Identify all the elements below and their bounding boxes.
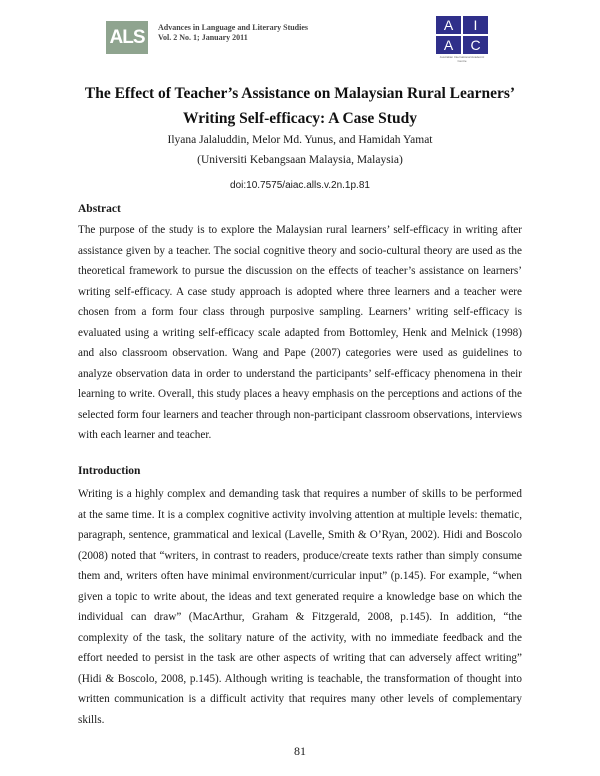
affiliation: (Universiti Kebangsaan Malaysia, Malaysia) [197,154,403,166]
aiac-letter: A [436,16,461,34]
journal-volume: Vol. 2 No. 1; January 2011 [158,33,248,42]
paper-title-line-1: The Effect of Teacher’s Assistance on Malaysian Rural Learners’ [84,85,516,102]
aiac-subtitle: Australian International Academic Centre [439,55,485,63]
abstract-heading: Abstract [78,203,121,215]
journal-name: Advances in Language and Literary Studies [158,23,309,32]
introduction-text: Writing is a highly complex and demanding task that requires a number of skills to be performed at the same time. It is a complex cognitive activity involving attention at multiple levels: thematic, paragraph, sentence, grammatical and lexical (Lavelle, Smith & O’Ryan, 2002). Hidi and Boscolo (2008) noted that “writers, in contrast to readers, produce/create texts rather than simply consume them and, writers often have minimal environment/curricular input” (p.145). For example, “when given a topic to write about, the ideas and text generated require a knowledge base on which the individual can draw” (MacArthur, Graham & Fitzgerald, 2008, p.145). In addition, “the complexity of the task, the solitary nature of the activity, with no immediate feedback and the effort needed to persist in the task are other aspects of writing that can adversely affect writing” (Hidi & Boscolo, 2008, p.145). Although writing is teachable, the transformation of thought into written communication is a difficult activity that requires many other levels of complementary skills. [78,488,522,726]
aiac-letter: C [463,36,488,54]
aiac-letter: A [436,36,461,54]
journal-info [158,23,308,43]
als-logo: ALS [106,21,148,54]
aiac-logo [436,16,488,63]
page-number: 81 [294,744,306,758]
authors: Ilyana Jalaluddin, Melor Md. Yunus, and Hamidah Yamat [167,134,433,146]
paper-title-line-2: Writing Self-efficacy: A Case Study [183,110,417,127]
abstract-text: The purpose of the study is to explore the Malaysian rural learners’ self-efficacy in writing after assistance given by a teacher. The social cognitive theory and socio-cultural theory are used as the theoretical framework to pursue the discussion on the effects of teacher’s assistance on learners’ writing self-efficacy. A case study approach is adopted where three learners and a teacher were chosen from a form four class through purposive sampling. Learners’ writing self-efficacy is evaluated using a writing self-efficacy scale adapted from Bottomley, Henk and Melnick (1998) and also classroom observation. Wang and Pape (2007) categories were used as guidelines to analyze observation data in order to understand the participants’ self-efficacy phenomena in their learning to write. Overall, this study places a heavy emphasis on the perceptions and actions of the selected form four learners and teacher through non-participant classroom observations, interviews with each learner and teacher. [78,224,522,441]
doi: doi:10.7575/aiac.alls.v.2n.1p.81 [230,180,370,191]
introduction-heading: Introduction [78,465,141,477]
aiac-letter: I [463,16,488,34]
